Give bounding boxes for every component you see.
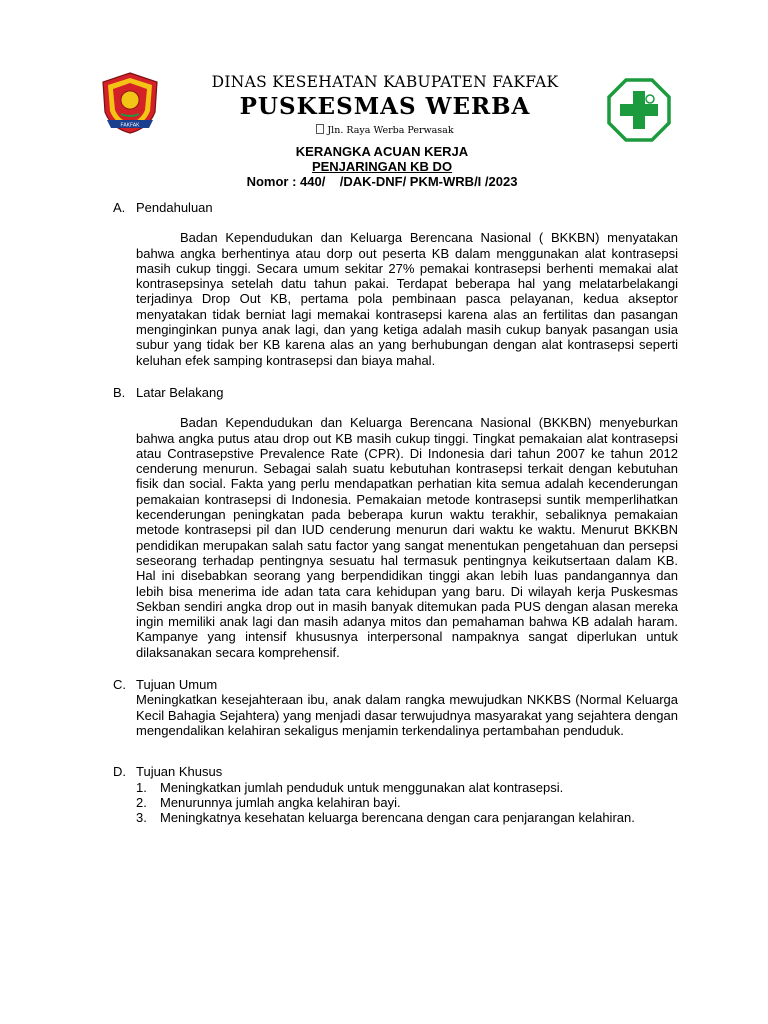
address-icon	[316, 124, 324, 134]
list-item: 2. Menurunnya jumlah angka kelahiran bayi.	[136, 794, 401, 810]
section-b-paragraph: Badan Kependudukan dan Keluarga Berencana Nasional (BKKBN) menyeburkan bahwa angka putus atau drop out KB masih cukup tinggi. Tingkat pemakaian alat kontrasepsi atau Contrasepstive Prevalence Rate (CPR). Di Indonesia dari tahun 2007 ke tahun 2012 cenderung menurun. Sebagai salah suatu kebutuhan kontrasepsi terkait dengan kebutuhan fisik dan social. Fakta yang perlu mendapatkan perhatian kita semua adalah kecenderungan pemakaian kontrasepsi di Indonesia. Pemakaian metode kontrasepsi suntik memperlihatkan kecenderungan peningkatan pada beberapa kurun waktu terakhir, sebaliknya pemakaian metode kontrasepsi pil dan IUD cenderung menurun dari waktu ke waktu. Menurut BKKBN pendidikan merupakan salah satu factor yang sangat menentukan pengetahuan dan persepsi seseorang terhadap pentingnya sesuatu hal termasuk pentingnya keikutsertaan dalam KB. Hal ini disebabkan seorang yang berpendidikan tinggi akan lebih luas pandangannya dan lebih bisa menerima ide adan tata cara kehidupan yang baru. Di wilayah kerja Puskesmas Sekban sendiri angka drop out in masih banyak ditemukan pada PUS dengan alasan mereka ingin memiliki anak lagi dan masih adanya mitos dan pemahaman bahwa KB adalah haram. Kampanye yang intensif khususnya interpersonal nampaknya sangat diperlukan untuk dilaksanakan secara komprehensif.	[136, 415, 678, 660]
document-number: Nomor : 440/ /DAK-DNF/ PKM-WRB/I /2023	[246, 174, 518, 189]
address-line	[160, 124, 610, 138]
section-a-paragraph: Badan Kependudukan dan Keluarga Berencana Nasional ( BKKBN) menyatakan bahwa angka berhentinya atau dorp out peserta KB dalam menggunakan alat kontrasepsi masih cukup tinggi. Secara umum sekitar 27% pemakai kontrasepsi berhenti memakai alat kontrasepsinya setelah datu tahun pakai. Terdapat beberapa hal yang melatarbelakangi terjadinya Drop Out KB, pertama pola pembinaan pasca pelayanan, kedua akseptor menyatakan tidak berniat lagi memakai kontrasepsi karena alas an fertilitas dan pasangan menginginkan punya anak lagi, dan yang ketiga adalah masih cukup banyak pasangan usia subur yang tidak ber KB karena alas an yang berhubungan dengan alat kontrasepsi seperti keluhan efek samping kontrasepsi dan biaya mahal.	[136, 230, 678, 368]
document-titles	[100, 144, 664, 189]
address-text: Jln. Raya Werba Perwasak	[327, 125, 454, 136]
emblem-caption: FAKFAK	[120, 122, 140, 129]
letterhead	[160, 72, 610, 138]
agency-name: DINAS KESEHATAN KABUPATEN FAKFAK	[211, 73, 559, 91]
objectives-list	[136, 780, 678, 826]
section-heading-c: C. Tujuan Umum	[113, 677, 218, 693]
section-heading-d: D. Tujuan Khusus	[113, 764, 223, 780]
document-subtitle: PENJARINGAN KB DO	[311, 159, 453, 174]
document-title: KERANGKA ACUAN KERJA	[295, 144, 469, 159]
puskesmas-cross-logo	[607, 78, 671, 142]
regency-emblem-logo	[97, 70, 163, 136]
list-item: 3. Meningkatnya kesehatan keluarga berencana dengan cara penjarangan kelahiran.	[136, 810, 635, 826]
document-body	[113, 200, 678, 825]
section-c-paragraph: Meningkatkan kesejahteraan ibu, anak dalam rangka mewujudkan NKKBS (Normal Keluarga Kecil Bahagia Sejahtera) yang menjadi dasar terwujudnya masyarakat yang sejahtera dengan mengendalikan kelahiran sekaligus menjamin terkendalinya pertambahan penduduk.	[136, 692, 678, 738]
section-heading-a: A. Pendahuluan	[113, 200, 213, 215]
section-heading-b: B. Latar Belakang	[113, 384, 224, 400]
list-item: 1. Meningkatkan jumlah penduduk untuk menggunakan alat kontrasepsi.	[136, 779, 564, 795]
institution-name: PUSKESMAS WERBA	[239, 93, 531, 120]
